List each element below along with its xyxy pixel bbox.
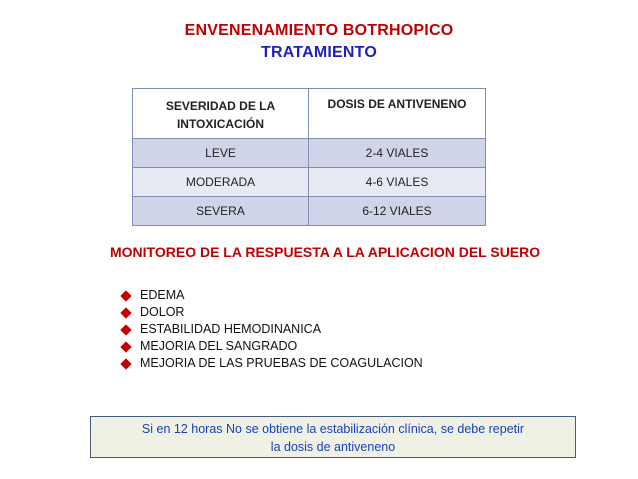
list-item: [120, 321, 423, 338]
dose-cell: 2-4 VIALES: [309, 139, 486, 168]
diamond-bullet-icon: [120, 324, 131, 335]
diamond-bullet-icon: [120, 341, 131, 352]
table-row: [133, 168, 486, 197]
diamond-bullet-icon: [120, 358, 131, 369]
table-header-row: [133, 89, 486, 139]
dose-cell: 4-6 VIALES: [309, 168, 486, 197]
table-row: [133, 139, 486, 168]
list-item-label: MEJORIA DE LAS PRUEBAS DE COAGULACION: [140, 356, 423, 370]
header-severity: [133, 89, 309, 139]
list-item: [120, 355, 423, 372]
note-line1: Si en 12 horas No se obtiene la estabilización clínica, se debe repetir: [141, 422, 525, 436]
page-title: ENVENENAMIENTO BOTRHOPICO: [184, 22, 454, 39]
list-item-label: MEJORIA DEL SANGRADO: [140, 339, 298, 353]
header-dose: DOSIS DE ANTIVENENO: [309, 89, 486, 139]
monitor-list: [120, 287, 423, 372]
list-item-label: ESTABILIDAD HEMODINANICA: [140, 322, 322, 336]
list-item-label: DOLOR: [140, 305, 185, 319]
header-severity-line1: SEVERIDAD DE LA: [165, 99, 276, 113]
table-row: [133, 197, 486, 226]
diamond-bullet-icon: [120, 307, 131, 318]
severity-cell: MODERADA: [133, 168, 309, 197]
note-line2: la dosis de antiveneno: [270, 440, 396, 454]
note-box: [90, 416, 576, 458]
list-item: [120, 287, 423, 304]
header-severity-line2: INTOXICACIÓN: [176, 117, 265, 131]
severity-cell: SEVERA: [133, 197, 309, 226]
page-subtitle: TRATAMIENTO: [261, 44, 377, 61]
diamond-bullet-icon: [120, 290, 131, 301]
dosage-table: [132, 88, 486, 226]
list-item: [120, 304, 423, 321]
list-item: [120, 338, 423, 355]
list-item-label: EDEMA: [140, 288, 185, 302]
dose-cell: 6-12 VIALES: [309, 197, 486, 226]
severity-cell: LEVE: [133, 139, 309, 168]
monitor-heading: MONITOREO DE LA RESPUESTA A LA APLICACION DEL SUERO: [110, 244, 541, 260]
